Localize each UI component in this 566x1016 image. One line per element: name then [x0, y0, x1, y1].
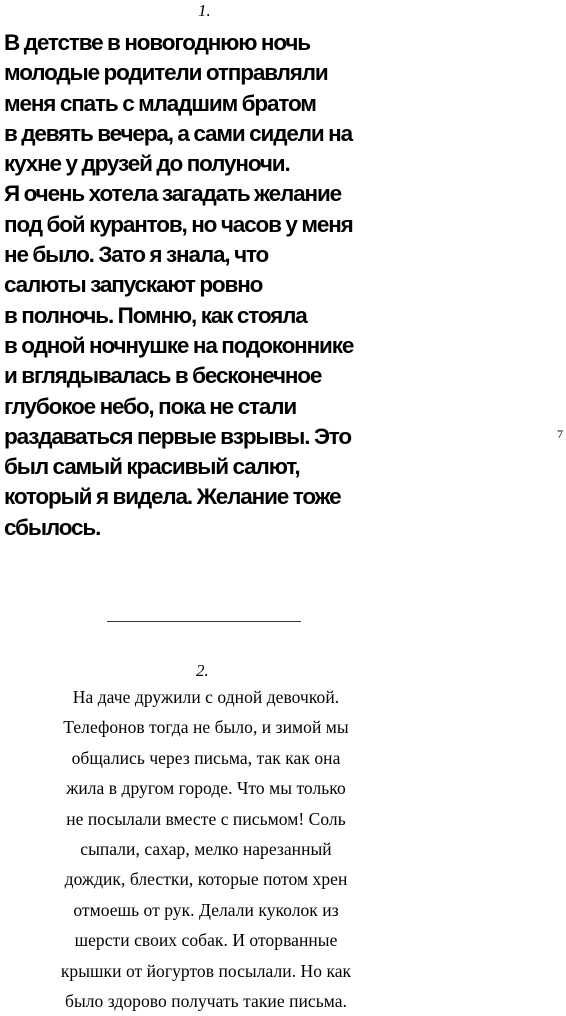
story-1-paragraph — [4, 28, 474, 543]
story-2-line: шерсти своих собак. И оторванные — [74, 930, 338, 951]
story-2-line: было здорово получать такие письма. — [65, 991, 347, 1012]
story-1-line: Я очень хотела загадать желание — [4, 181, 342, 207]
story-1-line: сбылось. — [4, 514, 101, 540]
story-1-line: был самый красивый салют, — [4, 454, 300, 480]
story-1-line: в девять вечера, а сами сидели на — [4, 120, 352, 146]
story-1-line: раздаваться первые взрывы. Это — [4, 423, 351, 449]
story-1-line: салюты запускают ровно — [4, 272, 263, 298]
section-number-2: 2. — [196, 661, 209, 680]
story-1-line: В детстве в новогоднюю ночь — [4, 30, 310, 55]
story-2-line: жила в другом городе. Что мы только — [66, 778, 346, 799]
story-2-line: сыпали, сахар, мелко нарезанный — [80, 839, 332, 860]
page-number: 7 — [557, 427, 563, 441]
story-1-line: меня спать с младшим братом — [4, 90, 316, 116]
section-divider — [107, 621, 301, 622]
story-2-line: общались через письма, так как она — [71, 747, 341, 768]
story-2-line: Телефонов тогда не было, и зимой мы — [63, 717, 349, 738]
story-2-paragraph — [0, 682, 412, 1016]
story-1-line: молодые родители отправляли — [4, 60, 328, 86]
section-number-1: 1. — [198, 1, 211, 20]
story-1-line: в полночь. Помню, как стояла — [4, 302, 307, 328]
story-1-line: под бой курантов, но часов у меня — [4, 211, 353, 237]
story-2-line: отмоешь от рук. Делали куколок из — [73, 899, 339, 920]
story-1-line: в одной ночнушке на подоконнике — [4, 332, 354, 358]
story-1-line: и вглядывалась в бесконечное — [4, 363, 322, 389]
story-1-line: глубокое небо, пока не стали — [4, 393, 297, 419]
story-1-line: не было. Зато я знала, что — [4, 242, 269, 268]
story-2-line: крышки от йогуртов посылали. Но как — [60, 960, 352, 981]
story-1-line: который я видела. Желание тоже — [4, 484, 341, 510]
story-1-line: кухне у друзей до полуночи. — [4, 151, 290, 177]
story-2-line: дождик, блестки, которые потом хрен — [64, 869, 348, 890]
story-2-line: На даче дружили с одной девочкой. — [72, 687, 340, 707]
story-2-line: не посылали вместе с письмом! Соль — [66, 808, 346, 829]
